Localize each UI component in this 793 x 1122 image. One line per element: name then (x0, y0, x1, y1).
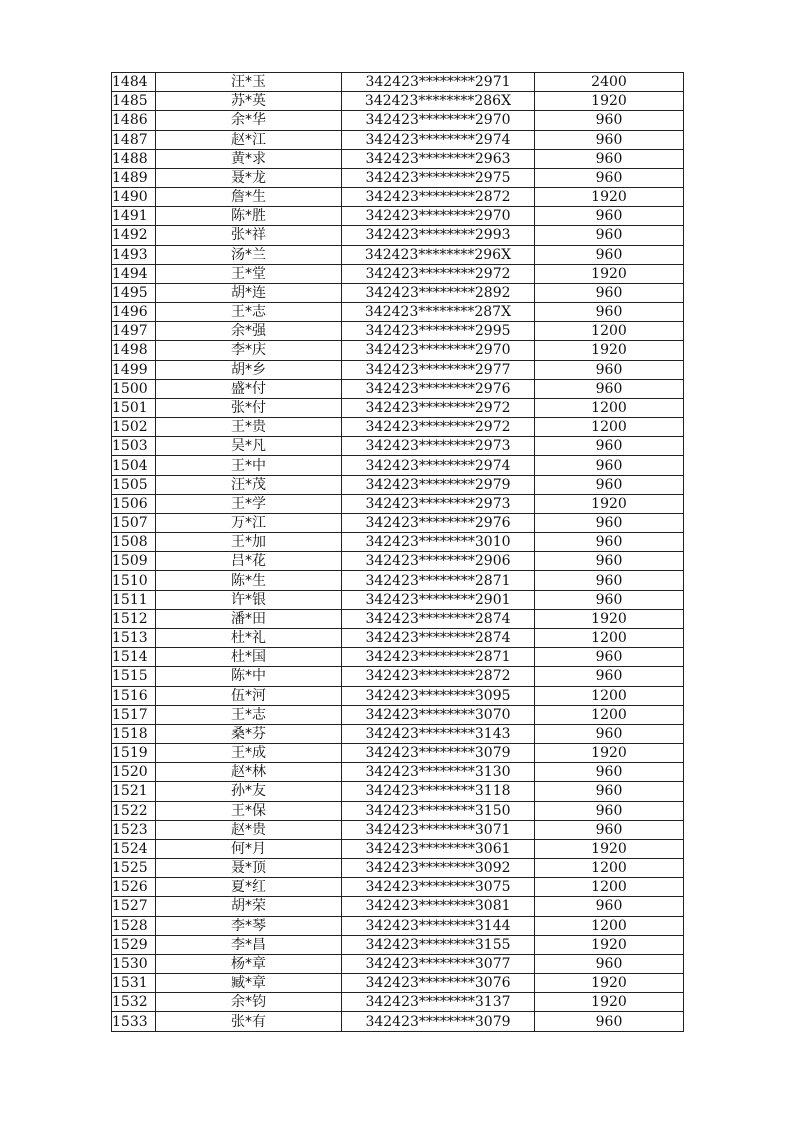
id-number-cell: 342423********2970 (342, 341, 535, 360)
id-number-cell: 342423********3095 (342, 686, 535, 705)
row-number-cell: 1505 (112, 475, 156, 494)
name-cell: 李*庆 (156, 341, 342, 360)
amount-cell: 960 (535, 475, 684, 494)
name-cell: 王*保 (156, 801, 342, 820)
id-number-cell: 342423********3092 (342, 859, 535, 878)
name-cell: 陈*胜 (156, 207, 342, 226)
name-cell: 胡*连 (156, 283, 342, 302)
name-cell: 聂*龙 (156, 168, 342, 187)
table-row (112, 303, 684, 322)
table-row (112, 149, 684, 168)
amount-cell: 960 (535, 801, 684, 820)
amount-cell: 960 (535, 437, 684, 456)
table-row (112, 935, 684, 954)
row-number-cell: 1520 (112, 763, 156, 782)
amount-cell: 1200 (535, 322, 684, 341)
amount-cell: 960 (535, 513, 684, 532)
id-number-cell: 342423********296X (342, 245, 535, 264)
row-number-cell: 1516 (112, 686, 156, 705)
amount-cell: 1920 (535, 609, 684, 628)
id-number-cell: 342423********3144 (342, 916, 535, 935)
id-number-cell: 342423********3010 (342, 533, 535, 552)
table-row (112, 111, 684, 130)
id-number-cell: 342423********2977 (342, 360, 535, 379)
table-row (112, 878, 684, 897)
amount-cell: 1200 (535, 705, 684, 724)
amount-cell: 960 (535, 954, 684, 973)
table-row (112, 322, 684, 341)
id-number-cell: 342423********3079 (342, 1012, 535, 1031)
amount-cell: 960 (535, 897, 684, 916)
id-number-cell: 342423********2874 (342, 628, 535, 647)
row-number-cell: 1506 (112, 494, 156, 513)
row-number-cell: 1498 (112, 341, 156, 360)
row-number-cell: 1512 (112, 609, 156, 628)
row-number-cell: 1517 (112, 705, 156, 724)
id-number-cell: 342423********2973 (342, 437, 535, 456)
row-number-cell: 1527 (112, 897, 156, 916)
table-row (112, 92, 684, 111)
row-number-cell: 1488 (112, 149, 156, 168)
amount-cell: 1920 (535, 188, 684, 207)
name-cell: 张*付 (156, 398, 342, 417)
table-row (112, 188, 684, 207)
id-number-cell: 342423********2979 (342, 475, 535, 494)
table-row (112, 533, 684, 552)
row-number-cell: 1530 (112, 954, 156, 973)
amount-cell: 960 (535, 379, 684, 398)
name-cell: 杨*章 (156, 954, 342, 973)
id-number-cell: 342423********3130 (342, 763, 535, 782)
name-cell: 王*志 (156, 303, 342, 322)
row-number-cell: 1497 (112, 322, 156, 341)
name-cell: 汪*茂 (156, 475, 342, 494)
amount-cell: 960 (535, 648, 684, 667)
name-cell: 王*加 (156, 533, 342, 552)
amount-cell: 960 (535, 245, 684, 264)
amount-cell: 1920 (535, 264, 684, 283)
name-cell: 王*中 (156, 456, 342, 475)
amount-cell: 1920 (535, 993, 684, 1012)
row-number-cell: 1528 (112, 916, 156, 935)
row-number-cell: 1496 (112, 303, 156, 322)
table-row (112, 379, 684, 398)
table-row (112, 782, 684, 801)
row-number-cell: 1493 (112, 245, 156, 264)
table-row (112, 609, 684, 628)
id-number-cell: 342423********2976 (342, 513, 535, 532)
name-cell: 杜*国 (156, 648, 342, 667)
name-cell: 聂*顶 (156, 859, 342, 878)
name-cell: 陈*生 (156, 571, 342, 590)
name-cell: 夏*红 (156, 878, 342, 897)
name-cell: 王*志 (156, 705, 342, 724)
table-row (112, 667, 684, 686)
row-number-cell: 1491 (112, 207, 156, 226)
table-row (112, 475, 684, 494)
id-number-cell: 342423********3137 (342, 993, 535, 1012)
row-number-cell: 1509 (112, 552, 156, 571)
id-number-cell: 342423********2971 (342, 73, 535, 92)
name-cell: 臧*章 (156, 974, 342, 993)
id-number-cell: 342423********3077 (342, 954, 535, 973)
row-number-cell: 1485 (112, 92, 156, 111)
name-cell: 余*华 (156, 111, 342, 130)
id-number-cell: 342423********3143 (342, 724, 535, 743)
amount-cell: 960 (535, 360, 684, 379)
table-row (112, 993, 684, 1012)
table-row (112, 763, 684, 782)
amount-cell: 1920 (535, 341, 684, 360)
table-row (112, 513, 684, 532)
row-number-cell: 1532 (112, 993, 156, 1012)
name-cell: 杜*礼 (156, 628, 342, 647)
amount-cell: 960 (535, 456, 684, 475)
id-number-cell: 342423********2995 (342, 322, 535, 341)
amount-cell: 960 (535, 571, 684, 590)
name-cell: 赵*贵 (156, 820, 342, 839)
name-cell: 陈*中 (156, 667, 342, 686)
name-cell: 汪*玉 (156, 73, 342, 92)
name-cell: 余*钧 (156, 993, 342, 1012)
name-cell: 万*江 (156, 513, 342, 532)
row-number-cell: 1523 (112, 820, 156, 839)
table-row (112, 897, 684, 916)
table-row (112, 571, 684, 590)
amount-cell: 960 (535, 533, 684, 552)
id-number-cell: 342423********3079 (342, 744, 535, 763)
row-number-cell: 1494 (112, 264, 156, 283)
amount-cell: 960 (535, 590, 684, 609)
id-number-cell: 342423********2972 (342, 264, 535, 283)
table-row (112, 724, 684, 743)
id-number-cell: 342423********3076 (342, 974, 535, 993)
name-cell: 王*堂 (156, 264, 342, 283)
table-row (112, 820, 684, 839)
amount-cell: 960 (535, 552, 684, 571)
amount-cell: 1920 (535, 935, 684, 954)
name-cell: 胡*乡 (156, 360, 342, 379)
table-row (112, 552, 684, 571)
amount-cell: 1920 (535, 839, 684, 858)
name-cell: 黄*求 (156, 149, 342, 168)
id-number-cell: 342423********286X (342, 92, 535, 111)
table-row (112, 801, 684, 820)
row-number-cell: 1502 (112, 418, 156, 437)
id-number-cell: 342423********3070 (342, 705, 535, 724)
row-number-cell: 1495 (112, 283, 156, 302)
table-row (112, 456, 684, 475)
row-number-cell: 1526 (112, 878, 156, 897)
row-number-cell: 1507 (112, 513, 156, 532)
name-cell: 詹*生 (156, 188, 342, 207)
name-cell: 许*银 (156, 590, 342, 609)
table-row (112, 283, 684, 302)
name-cell: 何*月 (156, 839, 342, 858)
amount-cell: 960 (535, 303, 684, 322)
row-number-cell: 1500 (112, 379, 156, 398)
name-cell: 王*学 (156, 494, 342, 513)
id-number-cell: 342423********2972 (342, 418, 535, 437)
row-number-cell: 1489 (112, 168, 156, 187)
id-number-cell: 342423********3155 (342, 935, 535, 954)
table-row (112, 73, 684, 92)
amount-cell: 1920 (535, 974, 684, 993)
name-cell: 李*琴 (156, 916, 342, 935)
row-number-cell: 1501 (112, 398, 156, 417)
row-number-cell: 1504 (112, 456, 156, 475)
row-number-cell: 1487 (112, 130, 156, 149)
name-cell: 李*昌 (156, 935, 342, 954)
table-row (112, 207, 684, 226)
table-row (112, 859, 684, 878)
table-row (112, 705, 684, 724)
amount-cell: 960 (535, 283, 684, 302)
table-row (112, 974, 684, 993)
id-number-cell: 342423********2974 (342, 130, 535, 149)
table-row (112, 628, 684, 647)
table-row (112, 130, 684, 149)
row-number-cell: 1514 (112, 648, 156, 667)
amount-cell: 1200 (535, 628, 684, 647)
row-number-cell: 1515 (112, 667, 156, 686)
row-number-cell: 1518 (112, 724, 156, 743)
row-number-cell: 1499 (112, 360, 156, 379)
name-cell: 胡*荣 (156, 897, 342, 916)
name-cell: 桑*芬 (156, 724, 342, 743)
amount-cell: 2400 (535, 73, 684, 92)
id-number-cell: 342423********2872 (342, 667, 535, 686)
name-cell: 吕*花 (156, 552, 342, 571)
id-number-cell: 342423********2976 (342, 379, 535, 398)
amount-cell: 960 (535, 667, 684, 686)
name-cell: 伍*河 (156, 686, 342, 705)
data-table (111, 72, 684, 1032)
amount-cell: 960 (535, 130, 684, 149)
row-number-cell: 1525 (112, 859, 156, 878)
id-number-cell: 342423********2872 (342, 188, 535, 207)
amount-cell: 1920 (535, 92, 684, 111)
row-number-cell: 1531 (112, 974, 156, 993)
name-cell: 王*成 (156, 744, 342, 763)
id-number-cell: 342423********2974 (342, 456, 535, 475)
row-number-cell: 1521 (112, 782, 156, 801)
table-row (112, 648, 684, 667)
id-number-cell: 342423********2970 (342, 207, 535, 226)
name-cell: 潘*田 (156, 609, 342, 628)
table-row (112, 341, 684, 360)
id-number-cell: 342423********2906 (342, 552, 535, 571)
id-number-cell: 342423********3071 (342, 820, 535, 839)
id-number-cell: 342423********2874 (342, 609, 535, 628)
id-number-cell: 342423********2871 (342, 571, 535, 590)
row-number-cell: 1511 (112, 590, 156, 609)
table-row (112, 418, 684, 437)
table-row (112, 954, 684, 973)
name-cell: 张*有 (156, 1012, 342, 1031)
amount-cell: 960 (535, 820, 684, 839)
name-cell: 汤*兰 (156, 245, 342, 264)
id-number-cell: 342423********2993 (342, 226, 535, 245)
table-body (112, 73, 684, 1032)
row-number-cell: 1484 (112, 73, 156, 92)
table-row (112, 494, 684, 513)
row-number-cell: 1486 (112, 111, 156, 130)
row-number-cell: 1510 (112, 571, 156, 590)
amount-cell: 1200 (535, 398, 684, 417)
amount-cell: 960 (535, 168, 684, 187)
amount-cell: 960 (535, 207, 684, 226)
id-number-cell: 342423********2963 (342, 149, 535, 168)
amount-cell: 1200 (535, 878, 684, 897)
amount-cell: 1200 (535, 686, 684, 705)
row-number-cell: 1533 (112, 1012, 156, 1031)
amount-cell: 1200 (535, 418, 684, 437)
id-number-cell: 342423********2970 (342, 111, 535, 130)
amount-cell: 960 (535, 763, 684, 782)
table-row (112, 360, 684, 379)
id-number-cell: 342423********2975 (342, 168, 535, 187)
row-number-cell: 1524 (112, 839, 156, 858)
table-row (112, 226, 684, 245)
id-number-cell: 342423********2972 (342, 398, 535, 417)
name-cell: 赵*林 (156, 763, 342, 782)
table-row (112, 245, 684, 264)
name-cell: 王*贵 (156, 418, 342, 437)
id-number-cell: 342423********3075 (342, 878, 535, 897)
name-cell: 赵*江 (156, 130, 342, 149)
table-row (112, 839, 684, 858)
amount-cell: 1920 (535, 494, 684, 513)
name-cell: 张*祥 (156, 226, 342, 245)
table-row (112, 744, 684, 763)
name-cell: 吴*凡 (156, 437, 342, 456)
id-number-cell: 342423********3061 (342, 839, 535, 858)
id-number-cell: 342423********2892 (342, 283, 535, 302)
name-cell: 余*强 (156, 322, 342, 341)
amount-cell: 1200 (535, 859, 684, 878)
amount-cell: 960 (535, 111, 684, 130)
amount-cell: 1920 (535, 744, 684, 763)
table-row (112, 916, 684, 935)
id-number-cell: 342423********3081 (342, 897, 535, 916)
table-row (112, 437, 684, 456)
table-row (112, 398, 684, 417)
table-row (112, 264, 684, 283)
row-number-cell: 1529 (112, 935, 156, 954)
row-number-cell: 1492 (112, 226, 156, 245)
name-cell: 苏*英 (156, 92, 342, 111)
row-number-cell: 1508 (112, 533, 156, 552)
table-row (112, 168, 684, 187)
amount-cell: 1200 (535, 916, 684, 935)
row-number-cell: 1503 (112, 437, 156, 456)
amount-cell: 960 (535, 1012, 684, 1031)
amount-cell: 960 (535, 149, 684, 168)
amount-cell: 960 (535, 724, 684, 743)
table-row (112, 686, 684, 705)
id-number-cell: 342423********3150 (342, 801, 535, 820)
amount-cell: 960 (535, 782, 684, 801)
amount-cell: 960 (535, 226, 684, 245)
id-number-cell: 342423********2901 (342, 590, 535, 609)
id-number-cell: 342423********287X (342, 303, 535, 322)
name-cell: 盛*付 (156, 379, 342, 398)
row-number-cell: 1519 (112, 744, 156, 763)
id-number-cell: 342423********3118 (342, 782, 535, 801)
id-number-cell: 342423********2871 (342, 648, 535, 667)
name-cell: 孙*友 (156, 782, 342, 801)
row-number-cell: 1522 (112, 801, 156, 820)
table-row (112, 590, 684, 609)
row-number-cell: 1490 (112, 188, 156, 207)
row-number-cell: 1513 (112, 628, 156, 647)
id-number-cell: 342423********2973 (342, 494, 535, 513)
table-row (112, 1012, 684, 1031)
